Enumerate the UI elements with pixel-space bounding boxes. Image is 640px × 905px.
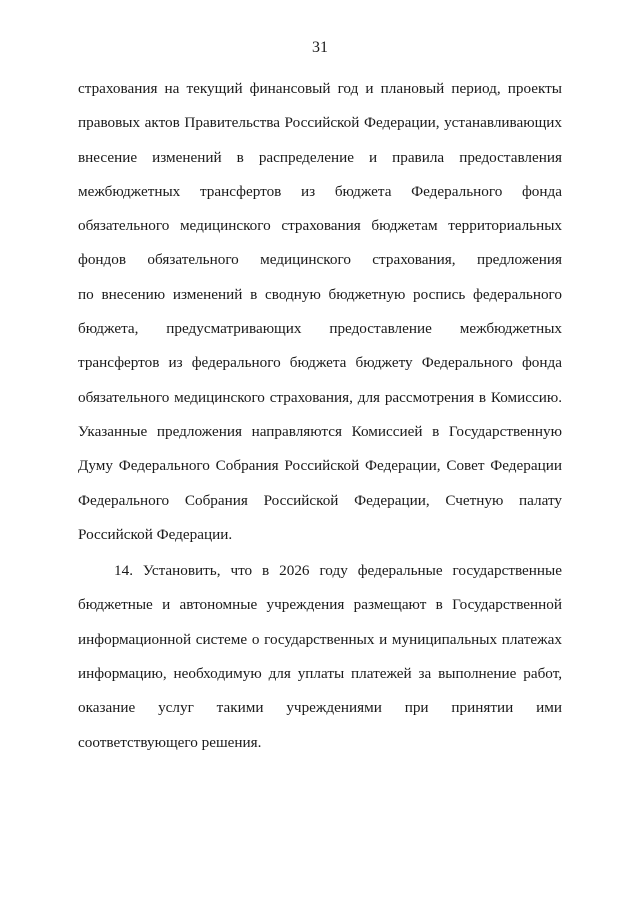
text-line: обязательного медицинского страхования бюджетам территориальных bbox=[78, 217, 562, 235]
text-line: оказание услуг такими учреждениями при принятии ими bbox=[78, 699, 562, 717]
paragraph-item-14 bbox=[78, 554, 562, 760]
text-line: 14. Установить, что в 2026 году федеральные государственные bbox=[114, 562, 562, 580]
text-line: фондов обязательного медицинского страхования, предложения bbox=[78, 251, 562, 269]
text-line: Федерального Собрания Российской Федерации, Счетную палату bbox=[78, 491, 562, 509]
document-body bbox=[78, 72, 562, 760]
text-line: Российской Федерации. bbox=[78, 525, 233, 543]
text-line: Думу Федерального Собрания Российской Федерации, Совет Федерации bbox=[78, 457, 562, 475]
text-line: соответствующего решения. bbox=[78, 733, 262, 751]
text-line: Указанные предложения направляются Комиссией в Государственную bbox=[78, 422, 562, 440]
text-line: страхования на текущий финансовый год и плановый период, проекты bbox=[78, 80, 562, 97]
text-line: обязательного медицинского страхования, для рассмотрения в Комиссию. bbox=[78, 388, 562, 406]
paragraph-continuation bbox=[78, 72, 562, 552]
text-line: бюджетные и автономные учреждения размещают в Государственной bbox=[78, 596, 562, 614]
text-line: трансфертов из федерального бюджета бюджету Федерального фонда bbox=[78, 354, 562, 372]
text-line: информационной системе о государственных и муниципальных платежах bbox=[78, 630, 562, 648]
text-line: межбюджетных трансфертов из бюджета Федерального фонда bbox=[78, 182, 562, 200]
text-line: по внесению изменений в сводную бюджетную роспись федерального bbox=[78, 285, 562, 303]
text-line: правовых актов Правительства Российской Федерации, устанавливающих bbox=[78, 114, 562, 132]
text-line: бюджета, предусматривающих предоставление межбюджетных bbox=[78, 320, 562, 338]
text-line: внесение изменений в распределение и правила предоставления bbox=[78, 148, 562, 166]
page-number: 31 bbox=[312, 39, 328, 56]
text-line: информацию, необходимую для уплаты платежей за выполнение работ, bbox=[78, 665, 562, 683]
